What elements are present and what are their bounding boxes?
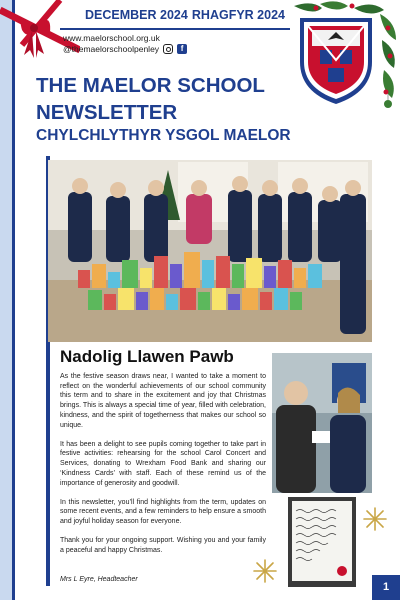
page-title — [36, 72, 265, 126]
snowflake-icon — [362, 506, 388, 532]
headteacher-signature: Mrs L Eyre, Headteacher — [60, 576, 138, 583]
social-handle[interactable]: @themaelorschoolpenley — [63, 44, 160, 54]
page-number: 1 — [372, 575, 400, 600]
instagram-icon[interactable] — [163, 44, 173, 54]
header-divider — [60, 28, 290, 30]
food-bank-group-photo — [48, 160, 372, 342]
title-line-1: THE MAELOR SCHOOL — [36, 74, 265, 97]
school-crest-with-holly — [292, 0, 400, 110]
left-decorative-stripe — [0, 0, 12, 600]
article-paragraph: As the festive season draws near, I wanted to take a moment to reflect on the wonderful achievements of our school community this term and to share in the excitement and joy that Christmas brings. This is always a special time of year, filled with celebration, kindness, and the spirit of togetherness that makes our school so unique. — [60, 373, 266, 429]
handwritten-card-photo — [288, 497, 356, 587]
website-link[interactable]: www.maelorschool.org.uk — [63, 33, 160, 43]
snowflake-icon — [252, 558, 278, 584]
header-dates — [85, 8, 285, 22]
article-paragraph: Thank you for your ongoing support. Wishing you and your family a peaceful and happy Christmas. — [60, 537, 266, 555]
kindness-card-photo — [272, 353, 372, 493]
article-heading: Nadolig Llawen Pawb — [60, 347, 234, 366]
title-line-2: NEWSLETTER — [36, 101, 178, 124]
welsh-subtitle: CHYLCHLYTHYR YSGOL MAELOR — [36, 127, 291, 144]
school-crest-icon — [300, 18, 372, 104]
date-welsh: RHAGFYR 2024 — [191, 8, 285, 22]
facebook-icon[interactable]: f — [177, 44, 187, 54]
social-row — [63, 44, 187, 54]
article-paragraph: In this newsletter, you’ll find highlights from the term, updates on some recent events, and a few reminders to help ensure a smooth and joyful holiday season for everyone. — [60, 498, 266, 526]
left-accent-line — [12, 0, 15, 600]
article-paragraph: It has been a delight to see pupils coming together to take part in festive activities: rehearsing for the school Carol Concert and Services, donating to Wrexham Food Bank and sharing our ‘Kindness Cards’ with staff. Each of these remind us of the importance of generosity and goodwill. — [60, 440, 266, 487]
date-english: DECEMBER 2024 — [85, 8, 188, 22]
article-body — [60, 372, 266, 565]
